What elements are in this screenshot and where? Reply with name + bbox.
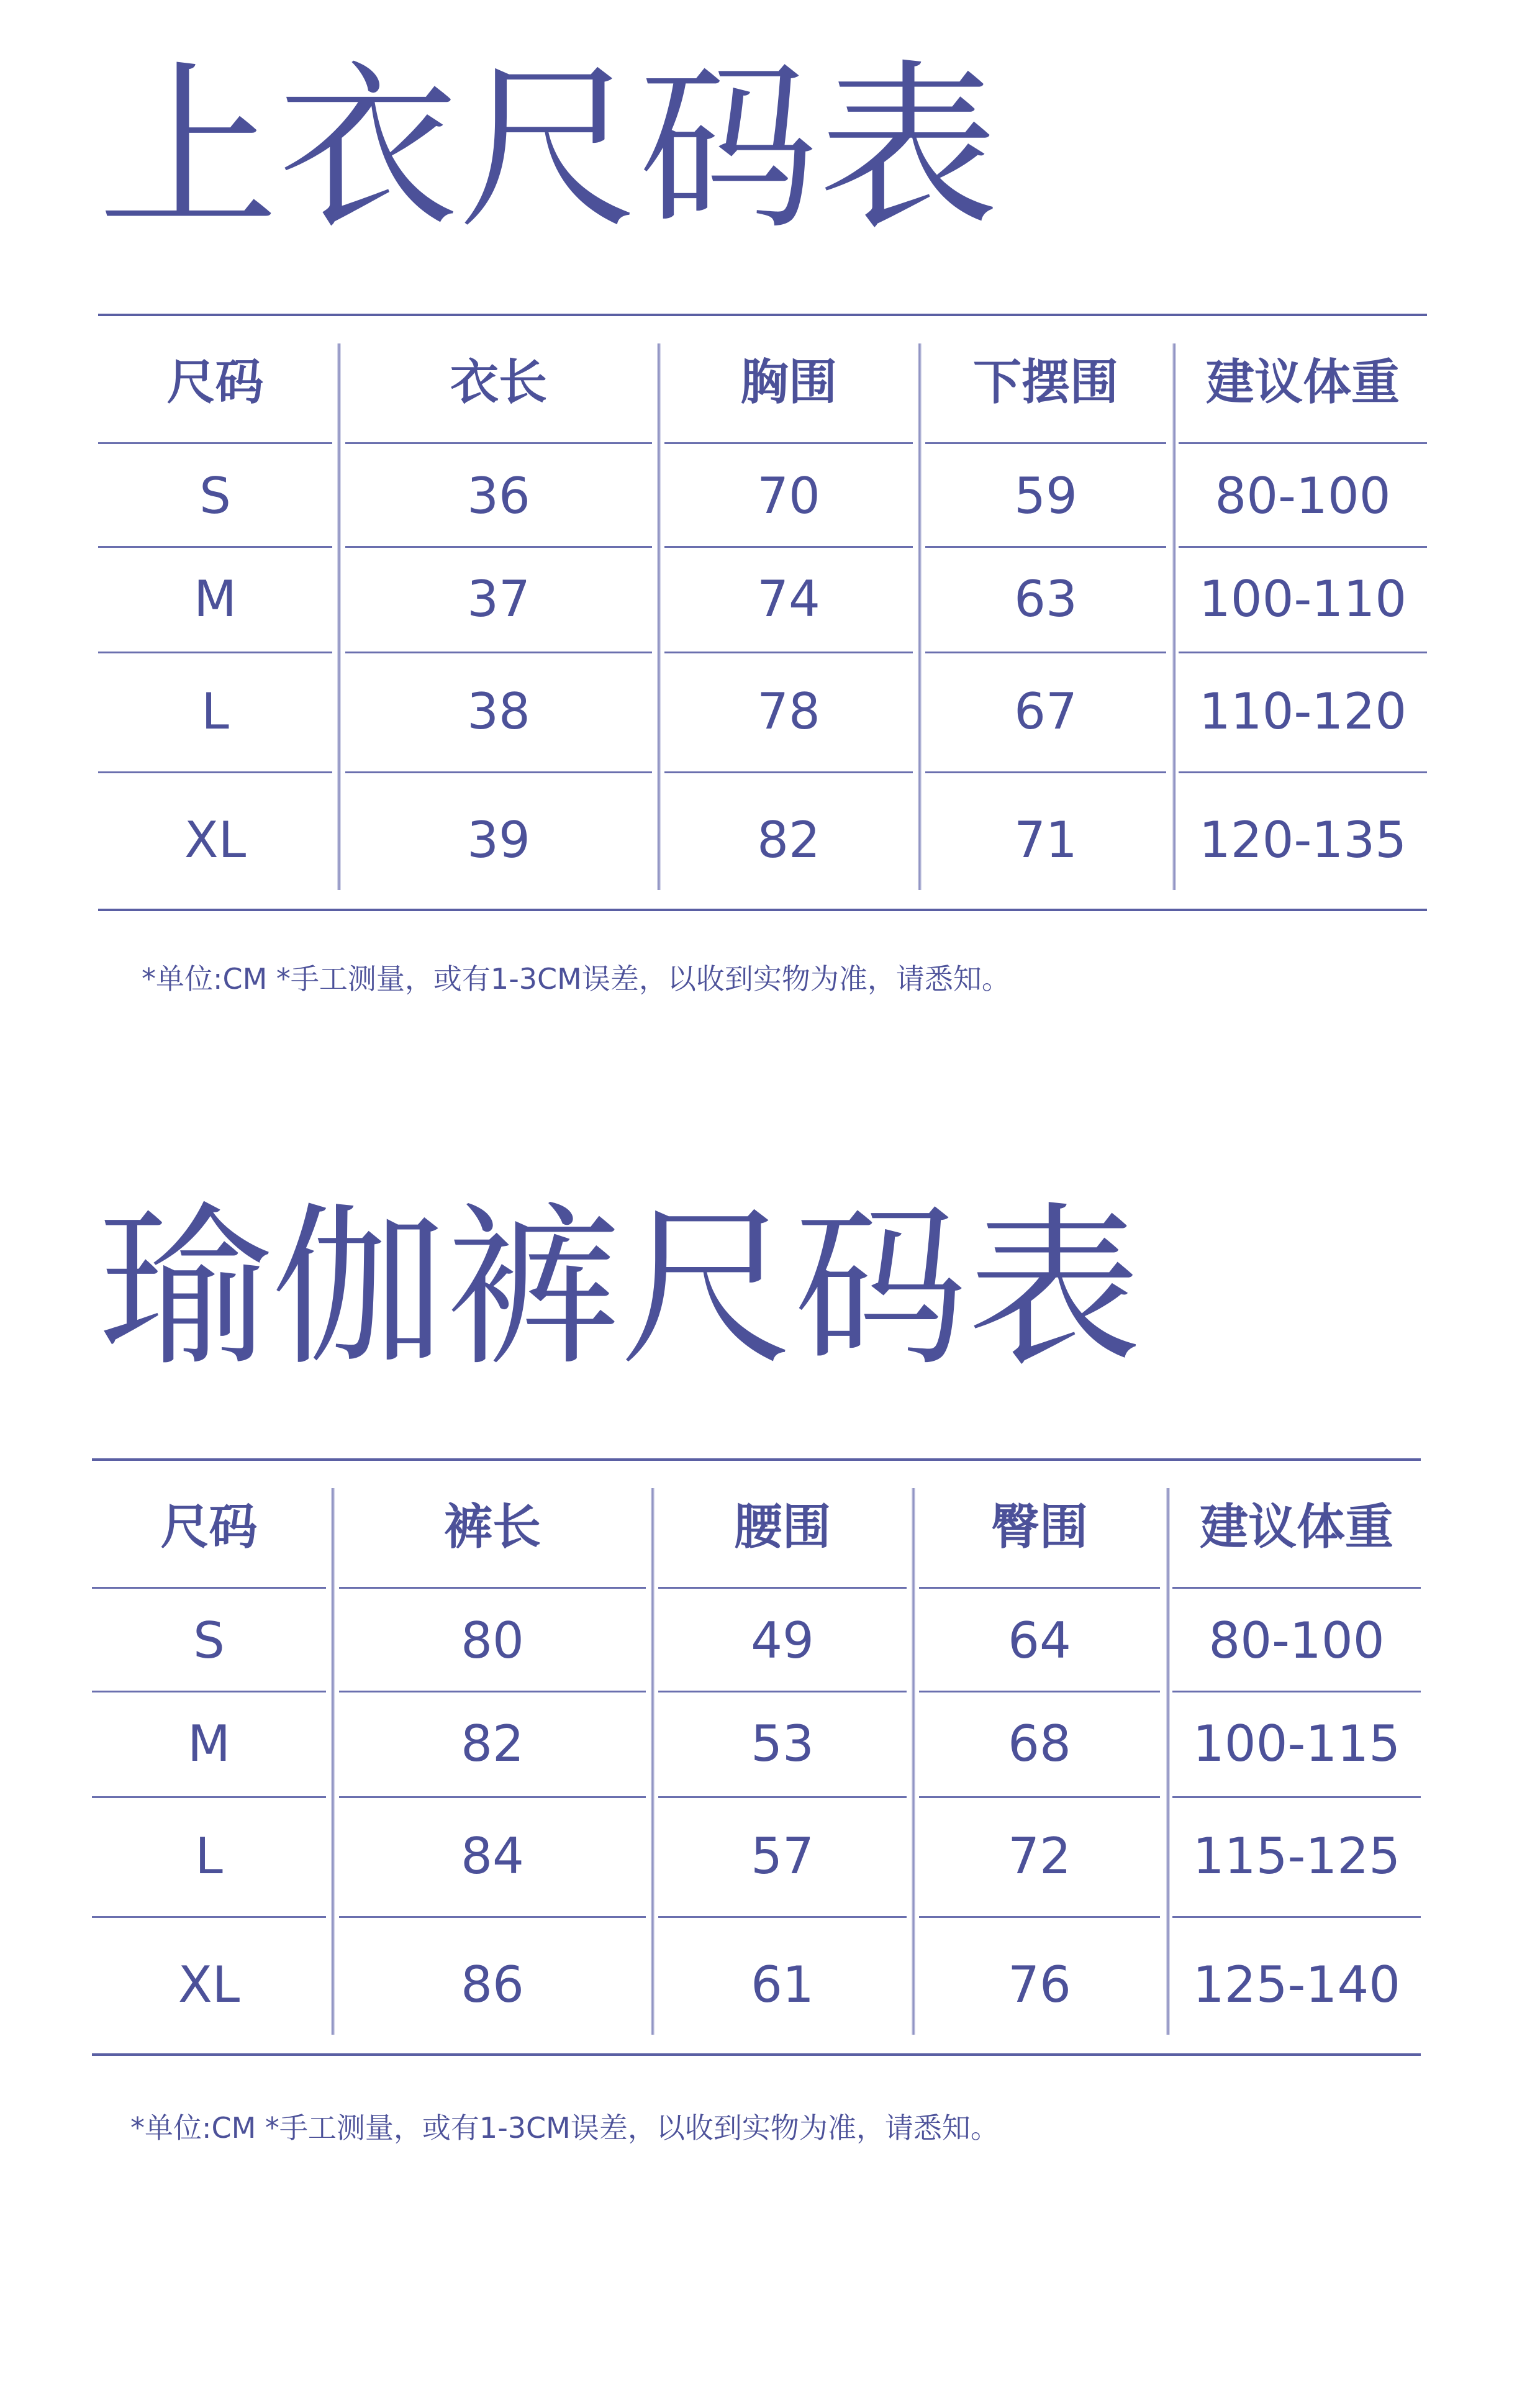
table-column-weight (1172, 1458, 1421, 2053)
table-cell: 67 (1014, 683, 1077, 740)
table-cell: 53 (751, 1714, 814, 1773)
table-bottom-rule (98, 909, 1427, 911)
table-column-size (98, 314, 332, 909)
table-cell: 82 (757, 811, 820, 869)
column-header: 建议体重 (1199, 1499, 1393, 1555)
table-column-length (339, 1458, 646, 2053)
row-divider (92, 1587, 326, 1589)
yoga-pants-size-chart-title: 瑜伽裤尺码表 (98, 1188, 1141, 1390)
column-header: 胸围 (740, 354, 837, 411)
table-cell: 100-110 (1198, 570, 1407, 628)
table-cell: 80-100 (1215, 466, 1391, 525)
column-header: 臀围 (990, 1499, 1088, 1555)
table-cell: 80-100 (1208, 1611, 1385, 1670)
column-divider (651, 1488, 654, 2035)
table-column-measure-b (925, 314, 1166, 909)
table-cell: 86 (461, 1956, 524, 2014)
table-cell: 115-125 (1192, 1827, 1401, 1885)
column-divider (918, 343, 922, 890)
table-cell: M (193, 570, 237, 628)
column-header: 尺码 (160, 1499, 258, 1555)
table-cell: 39 (467, 811, 530, 869)
table-cell: 70 (757, 466, 820, 525)
column-header: 腰围 (733, 1499, 831, 1555)
table-cell: 63 (1014, 570, 1077, 628)
table-bottom-rule (92, 2053, 1421, 2056)
column-header: 建议体重 (1205, 354, 1400, 411)
table-cell: 37 (467, 570, 530, 628)
column-divider (657, 343, 661, 890)
column-divider (1166, 1488, 1170, 2035)
yoga-pants-size-note: *单位:CM *手工测量，或有1-3CM误差，以收到实物为准，请悉知。 (130, 2111, 999, 2145)
row-divider (658, 1587, 907, 1589)
table-cell: 76 (1008, 1956, 1071, 2014)
row-divider (925, 442, 1166, 444)
table-cell: 80 (461, 1611, 524, 1670)
table-column-measure-a (664, 314, 913, 909)
row-divider (1172, 1587, 1421, 1589)
row-divider (919, 1587, 1160, 1589)
table-column-measure-b (919, 1458, 1160, 2053)
table-cell: M (187, 1714, 231, 1773)
table-cell: 59 (1014, 466, 1077, 525)
table-cell: 120-135 (1198, 811, 1407, 869)
column-divider (912, 1488, 915, 2035)
table-cell: 61 (751, 1956, 814, 2014)
table-column-measure-a (658, 1458, 907, 2053)
table-cell: S (193, 1611, 225, 1670)
table-cell: L (201, 683, 229, 740)
row-divider (98, 442, 332, 444)
top-size-note: *单位:CM *手工测量，或有1-3CM误差，以收到实物为准，请悉知。 (142, 962, 1010, 996)
column-header: 下摆围 (972, 354, 1118, 411)
row-divider (1179, 442, 1427, 444)
table-cell: XL (178, 1956, 240, 2014)
column-header: 衣长 (450, 354, 547, 411)
table-cell: L (195, 1827, 223, 1885)
table-cell: 64 (1008, 1611, 1071, 1670)
table-cell: 110-120 (1198, 683, 1407, 740)
table-cell: 125-140 (1192, 1956, 1401, 2014)
table-cell: 72 (1008, 1827, 1071, 1885)
table-cell: 82 (461, 1714, 524, 1773)
column-divider (337, 343, 341, 890)
row-divider (339, 1587, 646, 1589)
table-column-weight (1179, 314, 1427, 909)
table-cell: 71 (1014, 811, 1077, 869)
table-cell: 68 (1008, 1714, 1071, 1773)
row-divider (345, 442, 652, 444)
column-header: 尺码 (166, 354, 264, 411)
table-cell: 36 (467, 466, 530, 525)
table-cell: S (199, 466, 231, 525)
column-divider (1172, 343, 1176, 890)
table-cell: 74 (757, 570, 820, 628)
table-cell: 49 (751, 1611, 814, 1670)
top-size-chart-title: 上衣尺码表 (98, 45, 999, 254)
table-column-length (345, 314, 652, 909)
table-column-size (92, 1458, 326, 2053)
table-cell: 100-115 (1192, 1714, 1401, 1773)
table-cell: 38 (467, 683, 530, 740)
table-cell: XL (184, 811, 247, 869)
column-header: 裤长 (443, 1499, 541, 1555)
row-divider (664, 442, 913, 444)
table-cell: 78 (757, 683, 820, 740)
table-cell: 57 (751, 1827, 814, 1885)
column-divider (331, 1488, 335, 2035)
table-cell: 84 (461, 1827, 524, 1885)
